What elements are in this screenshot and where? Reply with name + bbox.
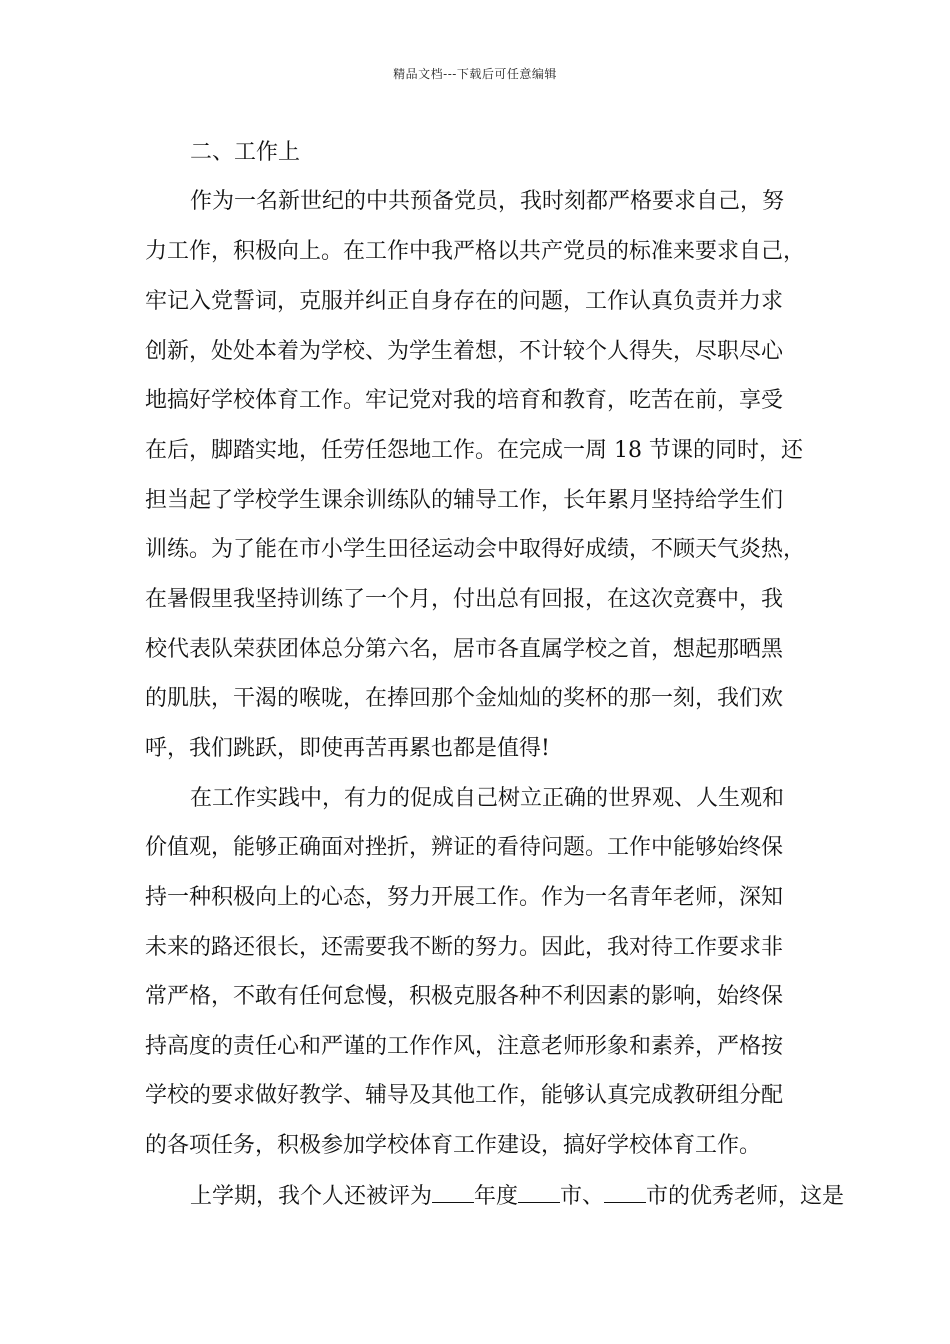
paragraph-line: 在后，脚踏实地，任劳任怨地工作。在完成一周 18 节课的同时，还 xyxy=(145,438,803,463)
fill-in-blank xyxy=(604,1180,646,1203)
paragraph-line: 持一种积极向上的心态，努力开展工作。作为一名青年老师，深知 xyxy=(145,885,784,910)
paragraph-line: 在暑假里我坚持训练了一个月，付出总有回报，在这次竞赛中，我 xyxy=(145,587,784,612)
paragraph-line: 持高度的责任心和严谨的工作作风，注意老师形象和素养，严格按 xyxy=(145,1034,784,1059)
paragraph-line: 常严格，不敢有任何怠慢，积极克服各种不利因素的影响，始终保 xyxy=(145,984,784,1009)
paragraph-line: 呼，我们跳跃，即使再苦再累也都是值得! xyxy=(145,736,550,761)
paragraph-line: 担当起了学校学生课余训练队的辅导工作，长年累月坚持给学生们 xyxy=(145,488,784,513)
paragraph-line: 未来的路还很长，还需要我不断的努力。因此，我对待工作要求非 xyxy=(145,935,784,960)
paragraph-line: 牢记入党誓词，克服并纠正自身存在的问题，工作认真负责并力求 xyxy=(145,289,784,314)
paragraph-3 xyxy=(190,1180,844,1213)
paragraph-text: 市的优秀老师，这是 xyxy=(646,1184,845,1209)
paragraph-line: 校代表队荣获团体总分第六名，居市各直属学校之首，想起那晒黑 xyxy=(145,637,784,662)
paragraph-line: 力工作，积极向上。在工作中我严格以共产党员的标准来要求自己， xyxy=(145,239,806,264)
paragraph-text: 市、 xyxy=(560,1184,605,1209)
paragraph-line: 地搞好学校体育工作。牢记党对我的培育和教育，吃苦在前，享受 xyxy=(145,388,784,413)
paragraph-line: 的各项任务，积极参加学校体育工作建设，搞好学校体育工作。 xyxy=(145,1133,762,1158)
paragraph-text: 年度 xyxy=(474,1184,519,1209)
fill-in-blank xyxy=(432,1180,474,1203)
paragraph-line: 学校的要求做好教学、辅导及其他工作，能够认真完成教研组分配 xyxy=(145,1083,784,1108)
paragraph-line: 创新，处处本着为学校、为学生着想，不计较个人得失，尽职尽心 xyxy=(145,339,784,364)
paragraph-line: 训练。为了能在市小学生田径运动会中取得好成绩，不顾天气炎热， xyxy=(145,537,806,562)
paragraph-line: 价值观，能够正确面对挫折，辨证的看待问题。工作中能够始终保 xyxy=(145,835,784,860)
fill-in-blank xyxy=(518,1180,560,1203)
paragraph-text: 上学期，我个人还被评为 xyxy=(190,1184,433,1209)
paragraph-line: 作为一名新世纪的中共预备党员，我时刻都严格要求自己，努 xyxy=(190,189,785,214)
page-header: 精品文档---下载后可任意编辑 xyxy=(393,67,557,81)
paragraph-line: 的肌肤，干渴的喉咙，在捧回那个金灿灿的奖杯的那一刻，我们欢 xyxy=(145,686,784,711)
paragraph-line: 在工作实践中，有力的促成自己树立正确的世界观、人生观和 xyxy=(190,786,785,811)
section-heading: 二、工作上 xyxy=(190,140,301,165)
